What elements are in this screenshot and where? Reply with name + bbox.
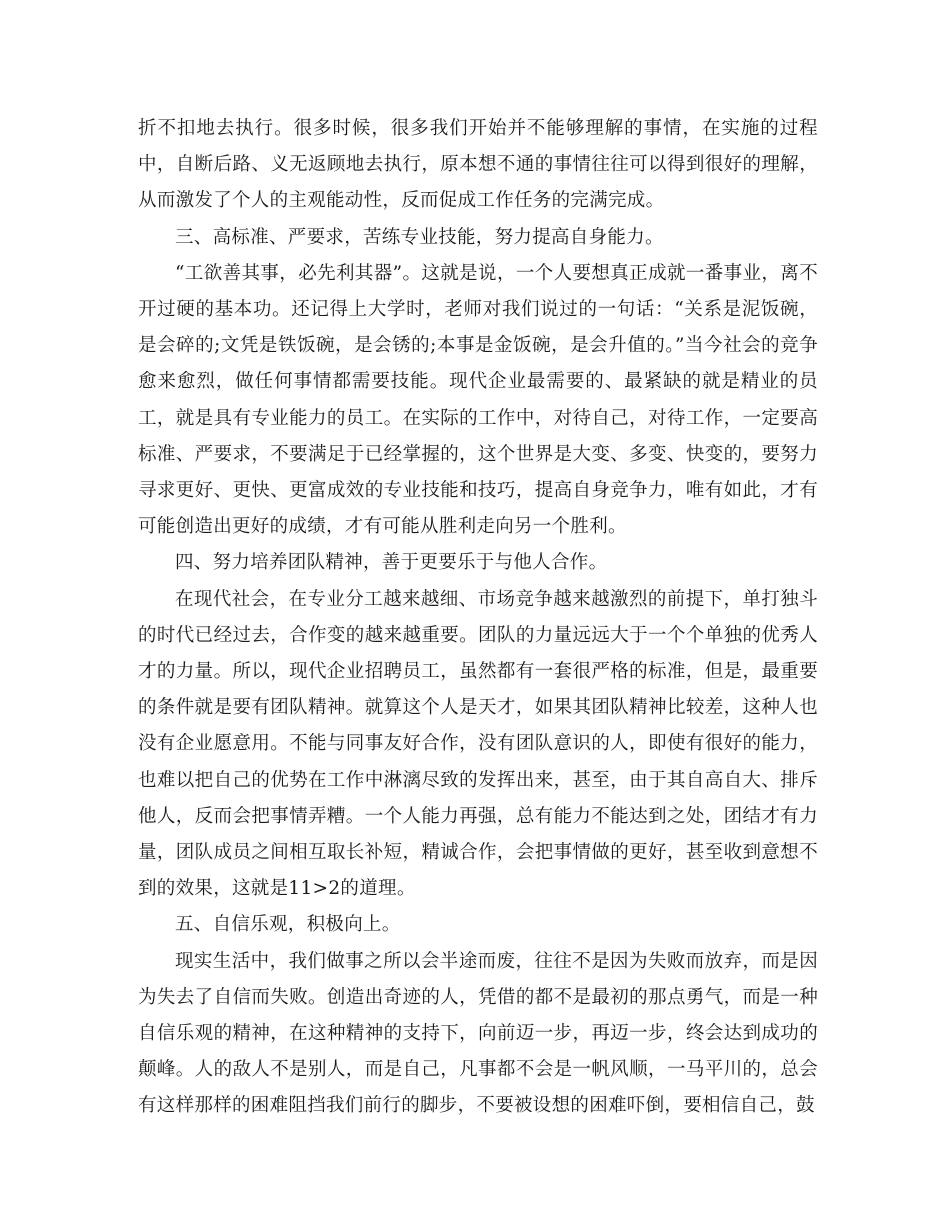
paragraph-section-5: 现实生活中，我们做事之所以会半途而废，往往不是因为失败而放弃，而是因为失去了自信而失败。创造出奇迹的人，凭借的都不是最初的那点勇气，而是一种自信乐观的精神，在这种精神的支持下，向前迈一步，再迈一步，终会达到成功的颠峰。人的敌人不是别人，而是自己，凡事都不会是一帆风顺，一马平川的，总会有这样那样的困难阻挡我们前行的脚步，不要被设想的困难吓倒，要相信自己，鼓 — [138, 950, 818, 1117]
section-heading-5: 五、自信乐观，积极向上。 — [175, 914, 401, 936]
section-heading-3: 三、高标准、严要求，苦练专业技能，努力提高自身能力。 — [175, 226, 664, 248]
paragraph-continuation: 折不扣地去执行。很多时候，很多我们开始并不能够理解的事情，在实施的过程中，自断后路、义无返顾地去执行，原本想不通的事情往往可以得到很好的理解，从而激发了个人的主观能动性，反而促成工作任务的完满完成。 — [138, 118, 818, 212]
document-body — [138, 111, 818, 1125]
paragraph-section-4: 在现代社会，在专业分工越来越细、市场竞争越来越激烈的前提下，单打独斗的时代已经过去，合作变的越来越重要。团队的力量远远大于一个个单独的优秀人才的力量。所以，现代企业招聘员工，虽然都有一套很严格的标准，但是，最重要的条件就是要有团队精神。就算这个人是天才，如果其团队精神比较差，这种人也没有企业愿意用。不能与同事友好合作，没有团队意识的人，即使有很好的能力，也难以把自己的优势在工作中淋漓尽致的发挥出来，甚至，由于其自高自大、排斥他人，反而会把事情弄糟。一个人能力再强，总有能力不能达到之处，团结才有力量，团队成员之间相互取长补短，精诚合作，会把事情做的更好，甚至收到意想不到的效果，这就是11>2的道理。 — [138, 588, 818, 900]
paragraph-section-3: “工欲善其事，必先利其器”。这就是说，一个人要想真正成就一番事业，离不开过硬的基本功。还记得上大学时，老师对我们说过的一句话：“关系是泥饭碗，是会碎的;文凭是铁饭碗，是会锈的;本事是金饭碗，是会升值的。”当今社会的竞争愈来愈烈，做任何事情都需要技能。现代企业最需要的、最紧缺的就是精业的员工，就是具有专业能力的员工。在实际的工作中，对待自己，对待工作，一定要高标准、严要求，不要满足于已经掌握的，这个世界是大变、多变、快变的，要努力寻求更好、更快、更富成效的专业技能和技巧，提高自身竞争力，唯有如此，才有可能创造出更好的成绩，才有可能从胜利走向另一个胜利。 — [138, 262, 818, 538]
section-heading-4: 四、努力培养团队精神，善于更要乐于与他人合作。 — [175, 552, 608, 574]
